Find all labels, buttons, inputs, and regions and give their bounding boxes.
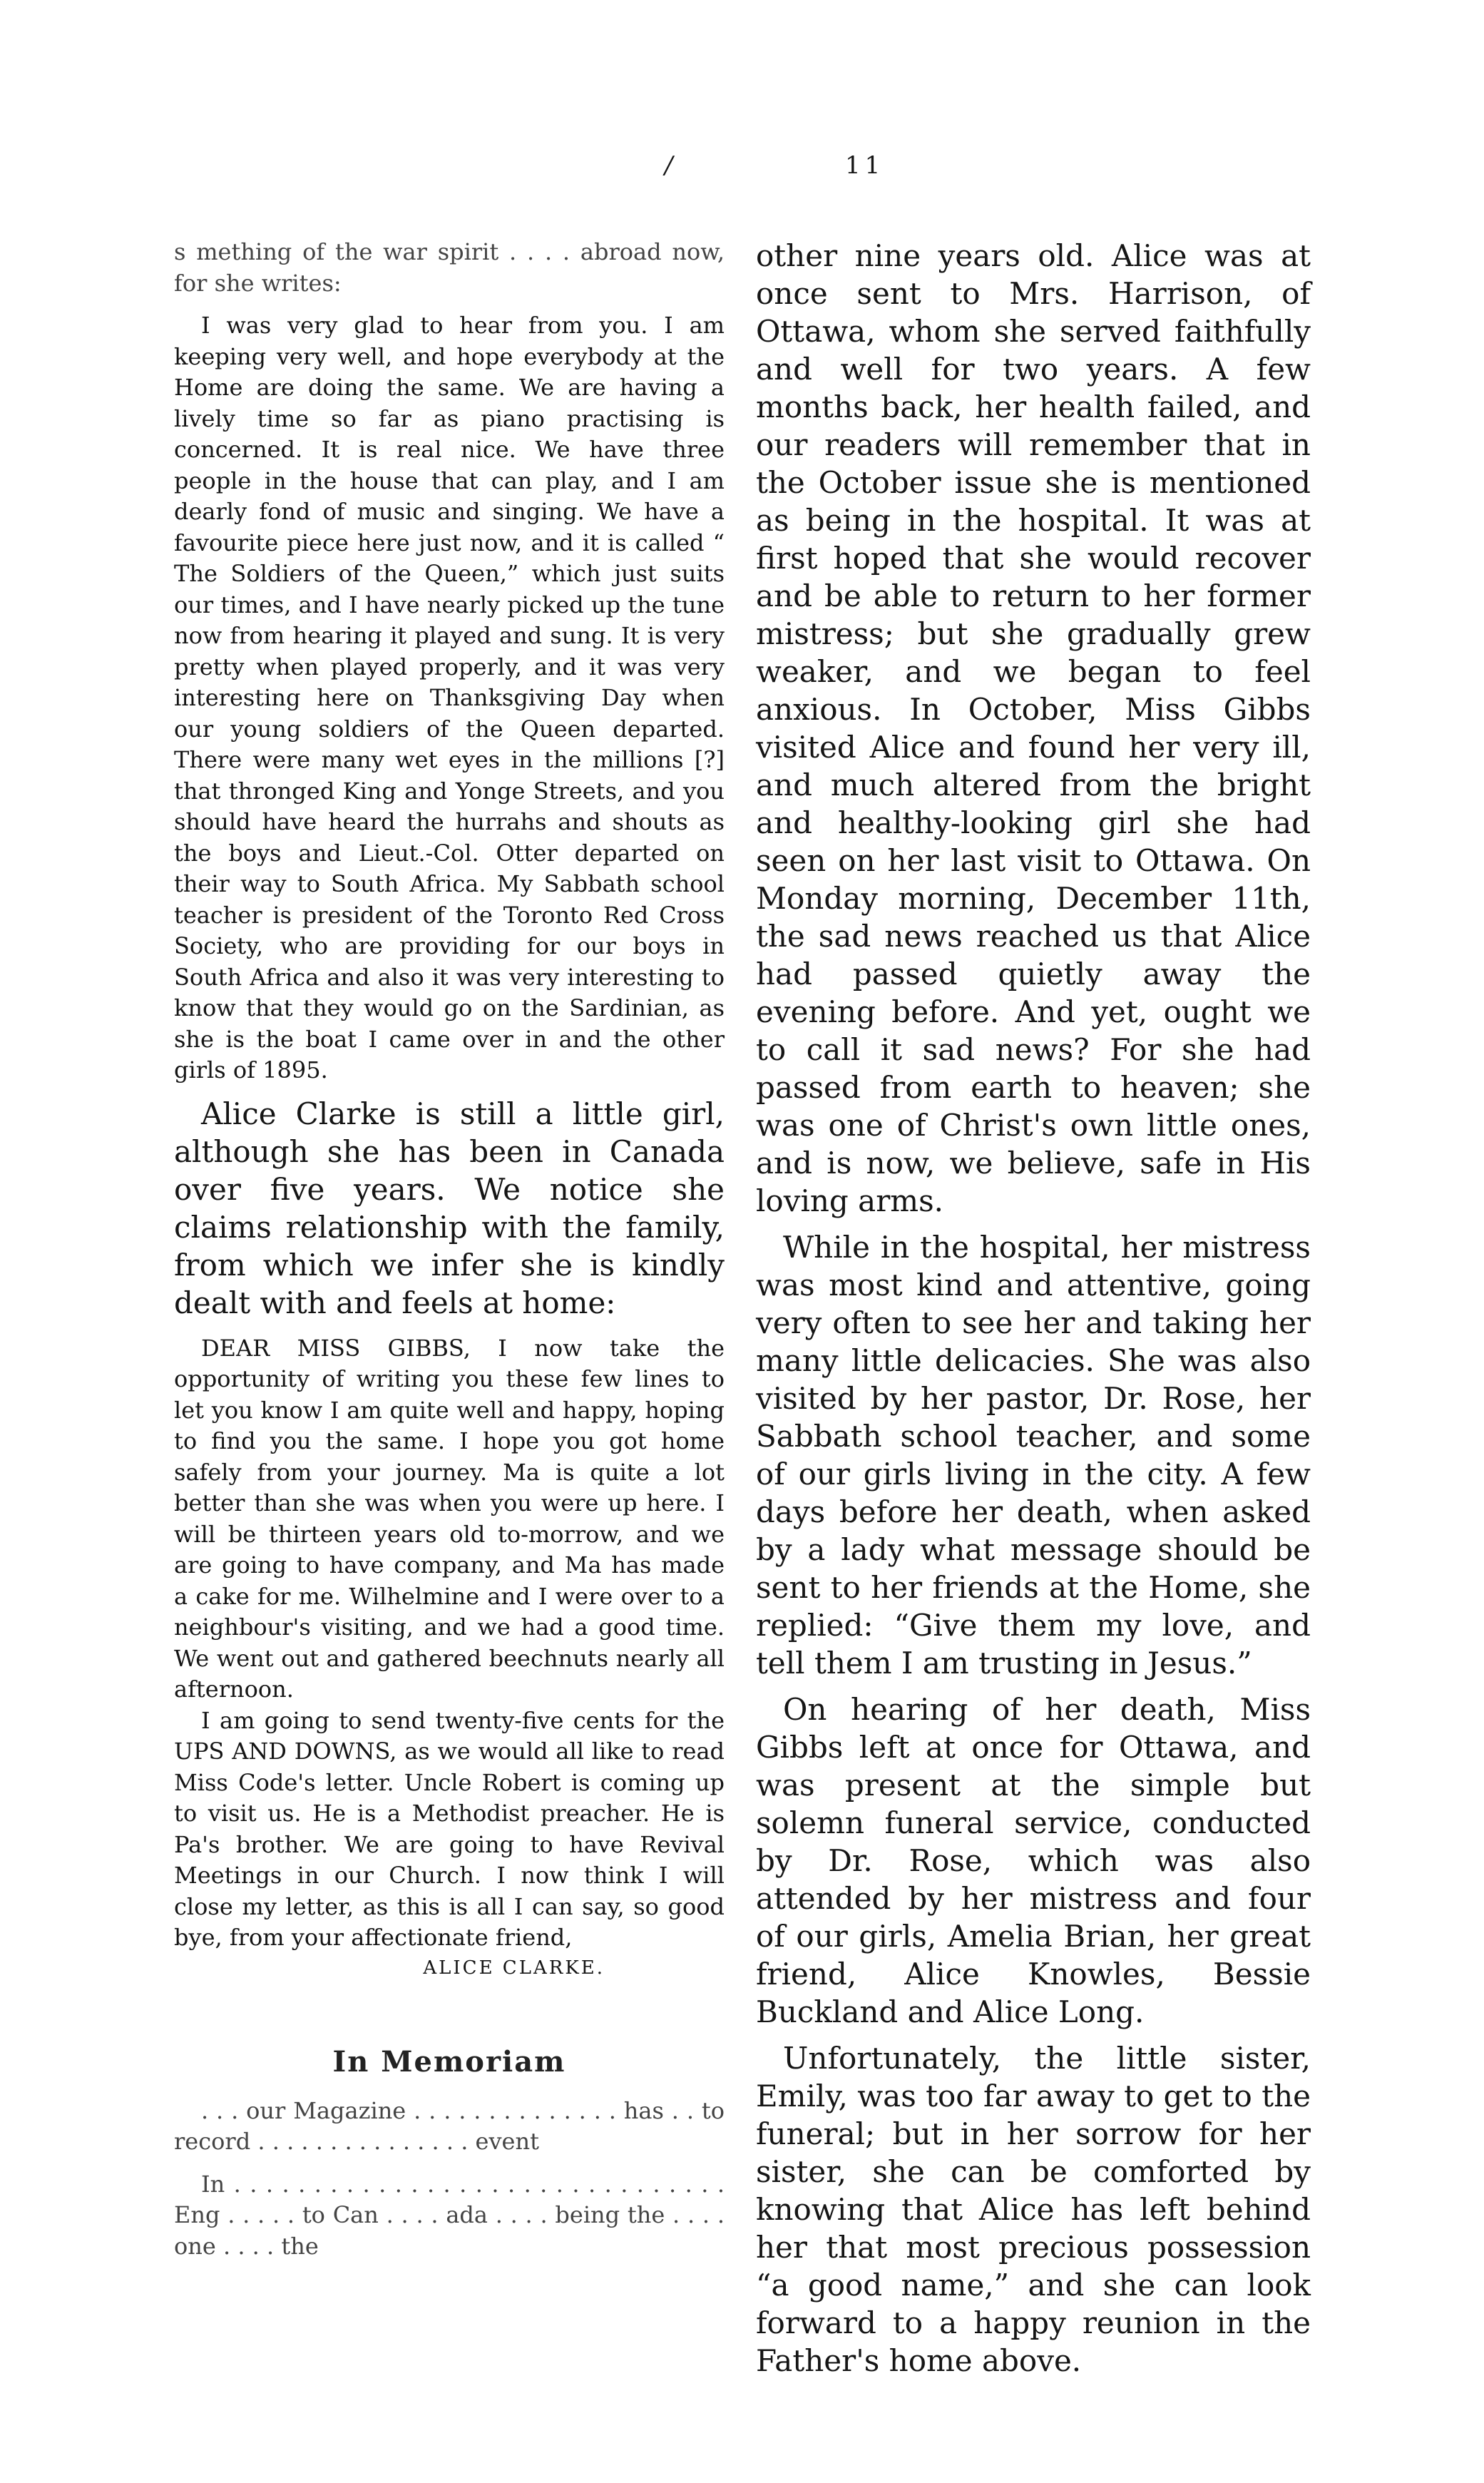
memoriam-para-5: On hearing of her death, Miss Gibbs left at once for Ottawa, and was present at the simple but solemn funeral service, conducted by Dr. Rose, which was also attended by her mistress and four of our girls, Amelia Brian, her great friend, Alice Knowles, Bessie Buckland and Alice Long. — [756, 1692, 1311, 2029]
memoriam-para-2: In . . . . . . . . . . . . . . . . . . . . . . . . . . . . . . . Eng . . . . . to Can . . . . ada . . . . being the . . . . one . . . . the — [174, 2170, 725, 2260]
header-left-mark: / — [665, 151, 673, 180]
header-page-number: 11 — [845, 151, 885, 180]
alice-clarke-letter-cont: I am going to send twenty-five cents for the UPS AND DOWNS, as we would all like to read Miss Code's letter. Uncle Robert is coming up to visit us. He is a Methodist preacher. He is Pa's brother. We are going to have Revival Meetings in our Church. I now think I will close my letter, as this is all I can say, so good bye, from your affectionate friend, — [174, 1706, 725, 1951]
section-title: In Memoriam — [332, 2044, 566, 2079]
memoriam-para-3: other nine years old. Alice was at once sent to Mrs. Harrison, of Ottawa, whom she served faithfully and well for two years. A few months back, her health failed, and our readers will remember that in the October issue she is mentioned as being in the hospital. It was at first hoped that she would recover and be able to return to her former mistress; but she gradually grew weaker, and we began to feel anxious. In October, Miss Gibbs visited Alice and found her very ill, and much altered from the bright and healthy-looking girl she had seen on her last visit to Ottawa. On Monday morning, December 11th, the sad news reached us that Alice had passed quietly away the evening before. And yet, ought we to call it sad news? For she had passed from earth to heaven; she was one of Christ's own little ones, and is now, we believe, safe in His loving arms. — [756, 238, 1311, 1218]
page-header — [0, 151, 1484, 180]
intro-line: s mething of the war spirit . . . . abroad now, for she writes: — [174, 238, 725, 297]
memoriam-para-6: Unfortunately, the little sister, Emily, was too far away to get to the funeral; but in her sorrow for her sister, she can be comforted by knowing that Alice has left behind her that most precious possession “a good name,” and she can look forward to a happy reunion in the Father's home above. — [756, 2041, 1311, 2378]
memoriam-para-1: . . . our Magazine . . . . . . . . . . . . . . has . . to record . . . . . . . . . . . . . . . event — [174, 2096, 725, 2155]
column-end — [756, 2380, 1311, 2387]
alice-clarke-letter: DEAR MISS GIBBS, I now take the opportunity of writing you these few lines to let you know I am quite well and happy, hoping to find you the same. I hope you got home safely from your journey. Ma is quite a lot better than she was when you were up here. I will be thirteen years old to-morrow, and we are going to have company, and Ma has made a cake for me. Wilhelmine and I were over to a neighbour's visiting, and we had a good time. We went out and gathered beechnuts nearly all afternoon. — [174, 1334, 725, 1703]
right-column — [756, 237, 1311, 2387]
letter-excerpt: I was very glad to hear from you. I am keeping very well, and hope everybody at the Home are doing the same. We are having a lively time so far as piano practising is concerned. It is real nice. We have three people in the house that can play, and I am dearly fond of music and singing. We have a favourite piece here just now, and it is called “ The Soldiers of the Queen,” which just suits our times, and I have nearly picked up the tune now from hearing it played and sung. It is very pretty when played properly, and it was very interesting here on Thanksgiving Day when our young soldiers of the Queen departed. There were many wet eyes in the millions [?] that thronged King and Yonge Streets, and you should have heard the hurrahs and shouts as the boys and Lieut.-Col. Otter departed on their way to South Africa. My Sabbath school teacher is president of the Toronto Red Cross Society, who are providing for our boys in South Africa and also it was very interesting to know that they would go on the Sardinian, as she is the boat I came over in and the other girls of 1895. — [174, 312, 725, 1084]
signature: ALICE CLARKE. — [423, 1957, 605, 1979]
memoriam-para-4: While in the hospital, her mistress was most kind and attentive, going very often to see her and taking her many little delicacies. She was also visited by her pastor, Dr. Rose, her Sabbath school teacher, and some of our girls living in the city. A few days before her death, when asked by a lady what message should be sent to her friends at the Home, she replied: “Give them my love, and tell them I am trusting in Jesus.” — [756, 1230, 1311, 1681]
alice-clarke-intro: Alice Clarke is still a little girl, although she has been in Canada over five years. We notice she claims relationship with the family, from which we infer she is kindly dealt with and feels at home: — [174, 1096, 725, 1320]
left-column — [174, 237, 725, 2262]
